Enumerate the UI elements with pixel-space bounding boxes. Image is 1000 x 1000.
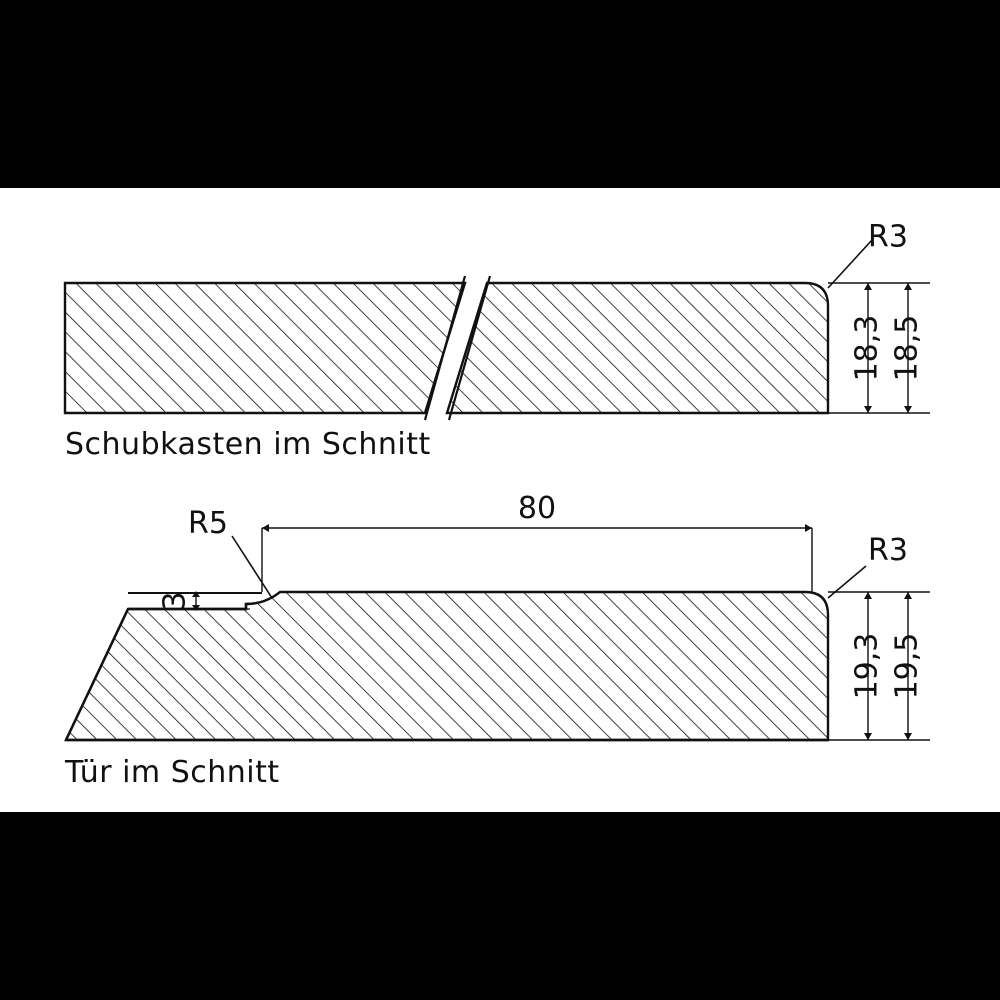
drawer-dim-arrow-outer-bottom	[904, 406, 912, 413]
door-r3-leader	[828, 566, 866, 598]
drawer-dim-arrow-inner-bottom	[864, 406, 872, 413]
door-dim-arrow-inner-bottom	[864, 733, 872, 740]
door-label-80: 80	[517, 491, 557, 526]
door-cross-section	[66, 491, 930, 740]
door-label-r5: R5	[188, 506, 228, 541]
door-label-19-3: 19,3	[849, 632, 885, 700]
drawer-label-18-3: 18,3	[849, 314, 885, 382]
letterbox-bottom	[0, 812, 1000, 1000]
drawer-profile-right	[447, 283, 828, 413]
door-label-3: 3	[157, 591, 193, 611]
drawer-label-r3: R3	[868, 219, 908, 255]
caption-door-section: Tür im Schnitt	[65, 755, 280, 790]
drawer-r3-leader	[828, 240, 872, 288]
door-dim-arrow-inner-top	[864, 592, 872, 599]
letterbox-top	[0, 0, 1000, 188]
drawer-dim-arrow-outer-top	[904, 283, 912, 290]
door-dim-arrow-outer-top	[904, 592, 912, 599]
drawer-label-18-5: 18,5	[889, 314, 925, 382]
drawer-cross-section	[65, 220, 930, 421]
door-width-arrow-left	[262, 524, 269, 532]
drawer-dim-arrow-inner-top	[864, 283, 872, 290]
drawer-profile-left	[65, 283, 465, 413]
door-label-r3: R3	[868, 533, 908, 568]
door-profile-body	[66, 592, 828, 740]
door-width-arrow-right	[805, 524, 812, 532]
door-label-19-5: 19,5	[889, 632, 925, 700]
door-r5-leader	[232, 536, 272, 598]
door-dim-arrow-outer-bottom	[904, 733, 912, 740]
caption-drawer-section: Schubkasten im Schnitt	[65, 427, 431, 462]
cross-section-drawings	[0, 188, 1000, 812]
technical-drawing-canvas	[0, 188, 1000, 812]
